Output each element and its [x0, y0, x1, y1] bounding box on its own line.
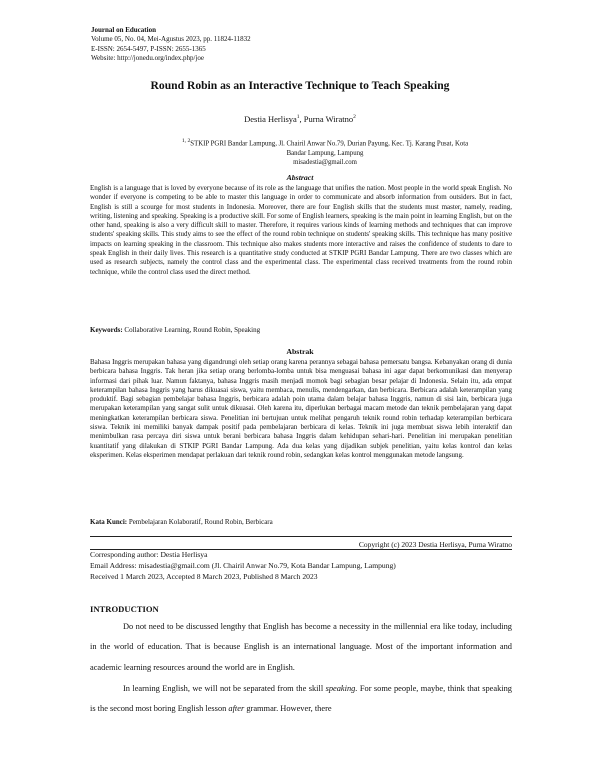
- intro-p2-part-c: grammar. However, there: [244, 704, 332, 714]
- abstrak-heading: Abstrak: [286, 347, 314, 356]
- author-1: Destia Herlisya: [244, 114, 297, 124]
- journal-website[interactable]: Website: http://jonedu.org/index.php/joe: [91, 53, 205, 62]
- kata-kunci-value: Pembelajaran Kolaboratif, Round Robin, Berbicara: [128, 518, 273, 526]
- abstract-text: English is a language that is loved by everyone because of its role as the language that unifies the nation. Most people in the world speak English. No wonder if everyone is competing to be able to master this language in order to communicate and absorb information from outsiders. But in fact, English is still a scourge for most students in Indonesia. Moreover, there are four English skills that the students must master, namely, reading, writing, listening and speaking. Speaking is a productive skill. For some of English learners, speaking is the main point in learning English, but on the other hand, speaking is also a very difficult skill to master. Therefore, it requires various kinds of learning methods and techniques that can improve students' speaking skills. This study aims to see the effect of the round robin technique on students' speaking skills. This technique has many positive impacts on learning speaking in the classroom. This technique also makes students more interactive and raises the confidence of students to dare to speak English in their daily lives. This research is a quantitative study conducted at STKIP PGRI Bandar Lampung. There are two classes which are used as research subjects, namely the control class and the experimental class. The experimental class received treatments from the round robin technique, while the control class used the direct method.: [90, 184, 512, 276]
- journal-issn: E-ISSN: 2654-5497, P-ISSN: 2655-1365: [91, 44, 206, 53]
- author-line: [0, 114, 600, 124]
- author-2-sup: 2: [353, 114, 356, 121]
- journal-name: Journal on Education: [91, 26, 156, 34]
- intro-paragraph-1: Do not need to be discussed lengthy that English has become a necessity in the millennial era like today, including in the world of education. That is because English is an international language. Most of the important information and academic learning resources around the world are in English.: [90, 622, 512, 672]
- abstract-heading: Abstract: [286, 173, 314, 182]
- author-2: Purna Wiratno: [303, 114, 354, 124]
- journal-volume: Volume 05, No. 04, Mei-Agustus 2023, pp. 11824-11832: [91, 35, 251, 44]
- affiliation-text: STKIP PGRI Bandar Lampung, Jl. Chairil Anwar No.79, Durian Payung, Kec. Tj. Karang Pusat, Kota Bandar Lampung, Lampung: [190, 140, 469, 157]
- affiliation-sup: 1, 2: [181, 138, 191, 144]
- intro-paragraph-2: [90, 679, 512, 720]
- author-separator: ,: [299, 114, 304, 124]
- affiliation: [180, 137, 470, 168]
- affiliation-email[interactable]: misadestia@gmail.com: [293, 159, 357, 167]
- article-dates: Received 1 March 2023, Accepted 8 March 2023, Published 8 March 2023: [90, 572, 318, 581]
- corresponding-address: Email Address: misadestia@gmail.com (Jl. Chairil Anwar No.79, Kota Bandar Lampung, Lampung): [90, 561, 396, 570]
- copyright: Copyright (c) 2023 Destia Herlisya, Purna Wiratno: [358, 540, 512, 549]
- keywords-value: Collaborative Learning, Round Robin, Speaking: [124, 326, 261, 334]
- copyright-rule-top: [90, 536, 512, 537]
- correspondence: [90, 549, 520, 582]
- abstract-keywords: [90, 326, 512, 334]
- author-1-sup: 1: [296, 114, 300, 121]
- abstrak-keywords: [90, 518, 512, 526]
- paper-title: Round Robin as an Interactive Technique to Teach Speaking: [150, 79, 450, 92]
- journal-header: [91, 26, 251, 63]
- intro-p2-part-a: In learning English, we will not be separated from the skill: [123, 684, 326, 693]
- introduction-heading: INTRODUCTION: [90, 604, 159, 614]
- intro-p2-emphasis-speaking: speaking.: [325, 684, 358, 693]
- kata-kunci-label: Kata Kunci:: [90, 518, 128, 526]
- keywords-label: Keywords:: [90, 326, 123, 334]
- intro-p2-emphasis-after: after: [228, 704, 245, 714]
- corresponding-author: Corresponding author: Destia Herlisya: [90, 550, 208, 559]
- abstrak-text: Bahasa Inggris merupakan bahasa yang digandrungi oleh setiap orang karena perannya sebagai bahasa pemersatu bangsa. Kebanyakan orang di dunia berbicara bahasa Inggris. Tak heran jika setiap orang berlomba-lomba untuk bisa menguasai bahasa ini agar dapat berkomunikasi dan menyerap informasi dari pihak luar. Namun faktanya, bahasa Inggris masih menjadi momok bagi sebagian besar pelajar di Indonesia. Selain itu, ada empat keterampilan bahasa Inggris yang harus dikuasai siswa, yaitu membaca, menulis, mendengarkan, dan berbicara. Berbicara adalah keterampilan yang produktif. Bagi sebagian pembelajar bahasa Inggris, berbicara adalah poin utama dalam belajar bahasa Inggris, namun di sisi lain, berbicara juga merupakan keterampilan yang sangat sulit untuk dikuasai. Oleh karena itu, diperlukan berbagai macam metode dan teknik pembelajaran yang dapat meningkatkan keterampilan berbicara siswa. Penelitian ini bertujuan untuk melihat pengaruh teknik round robin terhadap keterampilan berbicara siswa. Teknik ini memiliki banyak dampak positif pada pembelajaran berbicara di kelas. Teknik ini juga membuat siswa lebih interaktif dan menimbulkan rasa percaya diri siswa untuk berani berbicara bahasa Inggris dalam kehidupan sehari-hari. Penelitian ini merupakan penelitian kuantitatif yang dilakukan di STKIP PGRI Bandar Lampung. Ada dua kelas yang dijadikan subjek penelitian, yaitu kelas kontrol dan kelas eksperimen. Kelas eksperimen mendapat perlakuan dari teknik round robin, sedangkan kelas kontrol menggunakan metode langsung.: [90, 358, 512, 459]
- intro-p2-part-b: For some people, maybe, think that speaking is the second most boring English lesson: [90, 684, 512, 714]
